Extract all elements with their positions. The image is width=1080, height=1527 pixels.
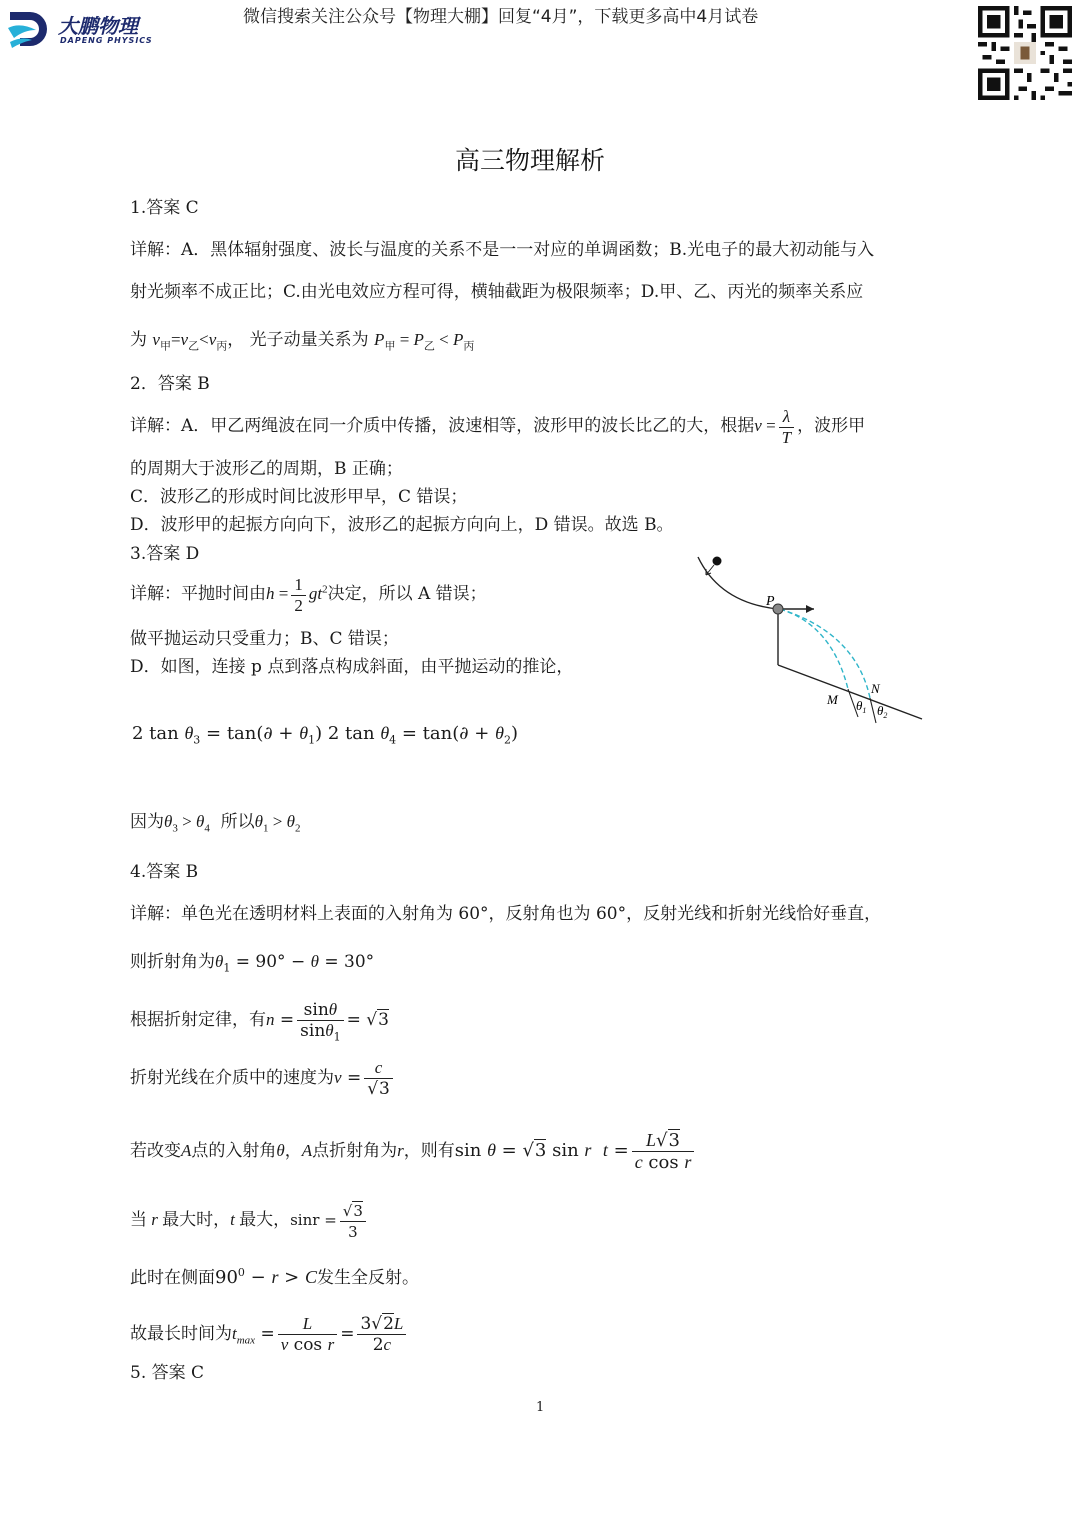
incline-line — [778, 665, 922, 719]
q4-line-5-prefix: 若改变 — [130, 1141, 181, 1161]
q4-line-8 — [130, 1306, 409, 1362]
trajectory-n — [780, 609, 870, 698]
wave-speed-formula: v = $\frac{\lambda}{T}$ — [754, 416, 797, 435]
point-a-label: A — [181, 1141, 192, 1160]
q3-conclusion — [130, 811, 300, 833]
q3-line-3: D．如图，连接 p 点到落点构成斜面，由平抛运动的推论， — [130, 657, 574, 677]
q2-line-1 — [130, 403, 865, 449]
q1-answer: 1.答案 C — [130, 198, 199, 218]
angle-relation-2: $\theta_1 > \theta_2$ — [254, 812, 301, 835]
frequency-relation: $v_甲=v_乙<v_丙$， — [152, 330, 245, 353]
refraction-angle-symbol: r — [397, 1141, 404, 1160]
velocity-arrowhead-icon — [806, 605, 814, 613]
incident-angle-symbol: θ — [276, 1141, 285, 1160]
trajectory-m — [780, 609, 848, 689]
q2-line-4: D．波形甲的起振方向向下，波形乙的起振方向向上，D 错误。故选 B。 — [130, 515, 674, 535]
q4-line-6-prefix: 当 — [130, 1210, 147, 1230]
q3-line-1-suffix: 决定，所以 A 错误； — [327, 584, 487, 604]
q4-line-2 — [130, 951, 374, 973]
sin-r-formula: sinr = $\frac{√3}{3}$ — [290, 1211, 369, 1229]
q4-answer: 4.答案 B — [130, 862, 199, 882]
refraction-angle-formula: $\theta_1 = 90^\circ - \theta = 30^\circ$ — [215, 952, 375, 975]
r-symbol: r — [147, 1210, 163, 1229]
q4-line-7 — [130, 1266, 419, 1289]
snell-and-time-formula: sin θ = √3 sin r t = $\frac{L√3}{\text{c cos r}}$ — [455, 1140, 698, 1161]
label-p: P — [766, 594, 775, 609]
q4-line-6-mid2: 最大， — [239, 1210, 291, 1230]
so-label: 所以 — [220, 812, 255, 832]
projectile-figure — [690, 553, 930, 733]
q2-line-1-suffix: ，波形甲 — [797, 416, 866, 436]
q3-answer: 3.答案 D — [130, 544, 200, 564]
refraction-law-formula: n = $\frac{\sin\theta}{\sin\theta_1}$ = √3 — [266, 1000, 389, 1044]
q4-line-5-mid3: 点折射角为 — [312, 1141, 398, 1161]
q3-equation — [132, 722, 518, 745]
q4-line-5-mid2: ， — [284, 1141, 302, 1161]
logo-subtitle: DAPENG PHYSICS — [60, 36, 153, 45]
header-banner: 微信搜索关注公众号【物理大棚】回复“4月”，下载更多高中4月试卷 — [243, 7, 759, 27]
q2-line-3: C．波形乙的形成时间比波形甲早，C 错误； — [130, 487, 468, 507]
ball-icon — [713, 557, 722, 566]
q1-line-3-prefix: 为 — [130, 330, 147, 350]
q5-answer: 5. 答案 C — [130, 1363, 205, 1383]
max-time-formula: $t_{max}$ = $\frac{L}{\text{v cos r}}$ = $\frac{3√2L}{2c}$ — [232, 1324, 409, 1344]
momentum-relation: $P_甲 = P_乙 < P_丙$ — [374, 330, 475, 353]
q4-line-4 — [130, 1050, 396, 1106]
q4-line-3 — [130, 992, 389, 1048]
label-theta-2: $\theta_2$ — [877, 703, 888, 720]
q4-line-7-suffix: 发生全反射。 — [317, 1268, 419, 1288]
q4-line-3-prefix: 根据折射定律，有 — [130, 1010, 266, 1030]
q4-line-1: 详解：单色光在透明材料上表面的入射角为 60°，反射角也为 60°，反射光线和折射光线恰好垂直， — [130, 904, 882, 924]
q4-line-4-prefix: 折射光线在介质中的速度为 — [130, 1068, 334, 1088]
fall-time-formula: h = $\frac{1}{2}$ $gt^2$ — [266, 574, 328, 615]
q1-line-2: 射光频率不成正比；C.由光电效应方程可得，横轴截距为极限频率；D.甲、乙、丙光的频率关系应 — [130, 282, 864, 302]
q4-line-5-mid1: 点的入射角 — [191, 1141, 277, 1161]
logo-text: 大鹏物理 — [58, 14, 138, 38]
ball-arrow-icon — [706, 565, 714, 575]
q1-line-3 — [130, 329, 474, 351]
page-title: 高三物理解析 — [455, 146, 606, 175]
point-a-label-2: A — [301, 1141, 313, 1160]
q2-line-2: 的周期大于波形乙的周期，B 正确； — [130, 459, 403, 479]
tangent-equation-2: 2 $\tan \theta_4 = \tan(\partial + \theta_2)$ — [327, 723, 518, 747]
page-number: 1 — [536, 1400, 545, 1415]
q4-line-6 — [130, 1192, 369, 1248]
q4-line-7-prefix: 此时在侧面 — [130, 1268, 215, 1288]
q3-line-2: 做平抛运动只受重力；B、C 错误； — [130, 629, 399, 649]
tangent-equation-1: 2 $\tan \theta_3 = \tan(\partial + \theta_1)$ — [132, 723, 323, 747]
q4-line-5-mid4: ，则有 — [403, 1141, 455, 1161]
q3-line-1 — [130, 571, 487, 617]
t-symbol: t — [230, 1210, 240, 1229]
label-n: N — [871, 681, 880, 696]
qr-code-icon — [978, 6, 1072, 100]
q4-line-2-prefix: 则折射角为 — [130, 952, 215, 972]
q2-line-1-prefix: 详解：A．甲乙两绳波在同一介质中传播，波速相等，波形甲的波长比乙的大，根据 — [130, 416, 755, 436]
logo — [6, 8, 166, 52]
q1-line-3-mid: 光子动量关系为 — [249, 330, 369, 350]
angle-relation-1: $\theta_3 > \theta_4$ — [164, 812, 210, 835]
medium-speed-formula: v = $\frac{c}{√3}$ — [334, 1068, 396, 1088]
q4-line-8-prefix: 故最长时间为 — [130, 1324, 232, 1344]
q1-line-1: 详解：A．黑体辐射强度、波长与温度的关系不是一一对应的单调函数；B.光电子的最大初动能与入 — [130, 240, 875, 260]
q3-line-1-prefix: 详解：平抛时间由 — [130, 584, 266, 604]
q4-line-5 — [130, 1122, 697, 1179]
label-m: M — [827, 692, 838, 707]
q4-line-6-mid1: 最大时， — [162, 1210, 231, 1230]
label-theta-1: $\theta_1$ — [856, 698, 867, 715]
dapeng-logo-icon — [6, 8, 54, 50]
because-label: 因为 — [130, 812, 164, 832]
q2-answer: 2．答案 B — [130, 374, 210, 394]
total-reflection-condition: $90^0 - r > C$ — [215, 1266, 317, 1288]
